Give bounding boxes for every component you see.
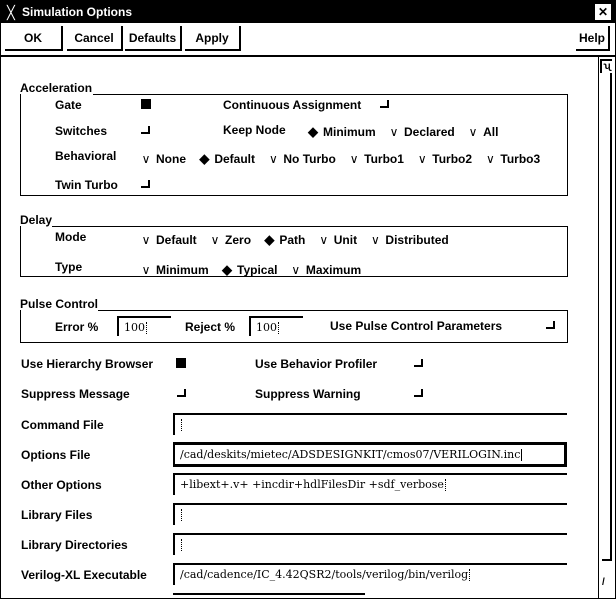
close-icon[interactable]: ✕: [595, 4, 611, 20]
continuous-assignment-checkbox[interactable]: [380, 100, 389, 108]
error-percent-input[interactable]: [117, 316, 171, 336]
suppress-message-label: Suppress Message: [21, 387, 130, 401]
radio-unselected-icon: [290, 263, 302, 277]
delay-type-radio-group: [140, 262, 370, 278]
radio-unselected-icon: [388, 125, 400, 139]
title-bar: [1, 1, 615, 23]
type-typical-radio[interactable]: [221, 262, 277, 278]
radio-label: Unit: [333, 233, 358, 247]
verilog-executable-label: Verilog-XL Executable: [21, 568, 147, 582]
radio-unselected-icon: [140, 263, 152, 277]
twin-turbo-label: Twin Turbo: [55, 178, 118, 192]
ok-button[interactable]: OK: [5, 26, 63, 51]
suppress-message-checkbox[interactable]: [177, 389, 186, 397]
delay-type-label: Type: [55, 260, 83, 274]
radio-selected-icon: [263, 232, 275, 248]
type-minimum-radio[interactable]: [140, 263, 209, 277]
radio-unselected-icon: [209, 233, 221, 247]
text-cursor: [445, 479, 447, 491]
radio-label: Turbo2: [432, 152, 473, 166]
radio-unselected-icon: [484, 152, 496, 166]
type-maximum-radio[interactable]: [290, 263, 361, 277]
scroll-up-arrow-icon[interactable]: ʯ: [600, 59, 612, 73]
radio-selected-icon: [221, 262, 233, 278]
gate-checkbox[interactable]: [141, 99, 151, 109]
radio-label: None: [156, 152, 186, 166]
scrollbar-thumb[interactable]: [602, 73, 612, 561]
hierarchy-browser-label: Use Hierarchy Browser: [21, 357, 154, 371]
behavioral-turbo1-radio[interactable]: [348, 152, 404, 166]
window-title: Simulation Options: [22, 5, 132, 19]
use-pulse-control-label: Use Pulse Control Parameters: [330, 319, 503, 333]
mode-unit-radio[interactable]: [318, 233, 357, 247]
reject-percent-value: 100: [256, 321, 277, 334]
library-files-input[interactable]: [173, 503, 567, 525]
defaults-button[interactable]: Defaults: [125, 26, 182, 51]
radio-unselected-icon: [140, 233, 152, 247]
error-percent-value: 100: [124, 321, 145, 334]
x-window-icon[interactable]: ╳: [7, 5, 15, 20]
radio-label: Typical: [237, 263, 278, 277]
radio-unselected-icon: [267, 152, 279, 166]
radio-label: Default: [156, 233, 197, 247]
radio-label: No Turbo: [283, 152, 336, 166]
radio-unselected-icon: [369, 233, 381, 247]
radio-unselected-icon: [467, 125, 479, 139]
radio-label: Maximum: [305, 263, 362, 277]
toolbar: [1, 23, 615, 57]
switches-checkbox[interactable]: [141, 126, 150, 134]
options-file-value: /cad/deskits/mietec/ADSDESIGNKIT/cmos07/VERILOGIN.inc: [180, 448, 521, 461]
error-percent-label: Error %: [55, 320, 99, 334]
other-options-value: +libext+.v+ +incdir+hdlFilesDir +sdf_verbose: [180, 478, 444, 491]
radio-selected-icon: [307, 124, 319, 140]
behavioral-none-radio[interactable]: [140, 152, 186, 166]
keep-node-declared-radio[interactable]: [388, 125, 455, 139]
pulse-control-section-label: Pulse Control: [20, 297, 99, 311]
behavior-profiler-checkbox[interactable]: [414, 359, 423, 367]
delay-mode-radio-group: [140, 232, 458, 248]
radio-label: All: [483, 125, 499, 139]
text-cursor: [146, 322, 148, 334]
hierarchy-browser-checkbox[interactable]: [176, 358, 186, 368]
radio-unselected-icon: [318, 233, 330, 247]
cancel-button[interactable]: Cancel: [67, 26, 123, 51]
command-file-input[interactable]: [173, 413, 567, 435]
mode-zero-radio[interactable]: [209, 233, 251, 247]
behavioral-radio-group: [140, 151, 549, 167]
radio-label: Declared: [404, 125, 455, 139]
reject-percent-label: Reject %: [185, 320, 236, 334]
text-cursor: [278, 322, 280, 334]
options-file-input[interactable]: [173, 442, 567, 467]
library-directories-label: Library Directories: [21, 538, 128, 552]
radio-selected-icon: [198, 151, 210, 167]
delay-mode-label: Mode: [55, 230, 87, 244]
radio-label: Distributed: [385, 233, 449, 247]
switches-label: Switches: [55, 124, 108, 138]
radio-label: Turbo3: [500, 152, 541, 166]
behavioral-label: Behavioral: [55, 149, 117, 163]
keep-node-radio-group: [307, 124, 507, 140]
mode-path-radio[interactable]: [263, 232, 305, 248]
verilog-executable-value: /cad/cadence/IC_4.42QSR2/tools/verilog/bin/verilog: [180, 568, 469, 581]
options-form: [1, 57, 597, 598]
radio-unselected-icon: [416, 152, 428, 166]
delay-section-label: Delay: [20, 213, 53, 227]
scroll-down-arrow-icon[interactable]: /: [602, 577, 605, 588]
radio-label: Minimum: [156, 263, 209, 277]
radio-label: Minimum: [323, 125, 376, 139]
apply-button[interactable]: Apply: [185, 26, 241, 51]
behavioral-no-turbo-radio[interactable]: [267, 152, 335, 166]
keep-node-all-radio[interactable]: [467, 125, 498, 139]
radio-label: Path: [279, 233, 306, 247]
radio-label: Turbo1: [364, 152, 404, 166]
use-pulse-control-checkbox[interactable]: [546, 321, 555, 329]
gate-label: Gate: [55, 98, 82, 112]
radio-label: Zero: [225, 233, 252, 247]
continuous-assignment-label: Continuous Assignment: [223, 98, 362, 112]
acceleration-section-label: Acceleration: [20, 81, 93, 95]
suppress-warning-checkbox[interactable]: [414, 389, 423, 397]
mode-default-radio[interactable]: [140, 233, 197, 247]
text-cursor: [181, 419, 183, 431]
text-cursor: [521, 449, 523, 461]
behavioral-default-radio[interactable]: [198, 151, 255, 167]
behavioral-turbo3-radio[interactable]: [484, 152, 540, 166]
other-options-label: Other Options: [21, 478, 102, 492]
mode-distributed-radio[interactable]: [369, 233, 448, 247]
behavior-profiler-label: Use Behavior Profiler: [255, 357, 378, 371]
behavioral-turbo2-radio[interactable]: [416, 152, 472, 166]
reject-percent-input[interactable]: [249, 316, 303, 336]
vertical-scrollbar[interactable]: [598, 57, 615, 598]
text-cursor: [469, 569, 471, 581]
radio-label: Default: [214, 152, 256, 166]
library-files-label: Library Files: [21, 508, 93, 522]
keep-node-label: Keep Node: [223, 123, 286, 137]
other-options-input[interactable]: [173, 473, 567, 495]
keep-node-minimum-radio[interactable]: [307, 124, 376, 140]
verilog-executable-input[interactable]: [173, 563, 567, 585]
text-cursor: [181, 509, 183, 521]
command-file-label: Command File: [21, 418, 104, 432]
help-button[interactable]: Help: [576, 26, 610, 51]
text-cursor: [181, 539, 183, 551]
library-directories-input[interactable]: [173, 533, 567, 555]
suppress-warning-label: Suppress Warning: [255, 387, 361, 401]
radio-unselected-icon: [348, 152, 360, 166]
twin-turbo-checkbox[interactable]: [141, 180, 150, 188]
radio-unselected-icon: [140, 152, 152, 166]
next-field-partial-edge: [173, 593, 365, 595]
options-file-label: Options File: [21, 448, 91, 462]
